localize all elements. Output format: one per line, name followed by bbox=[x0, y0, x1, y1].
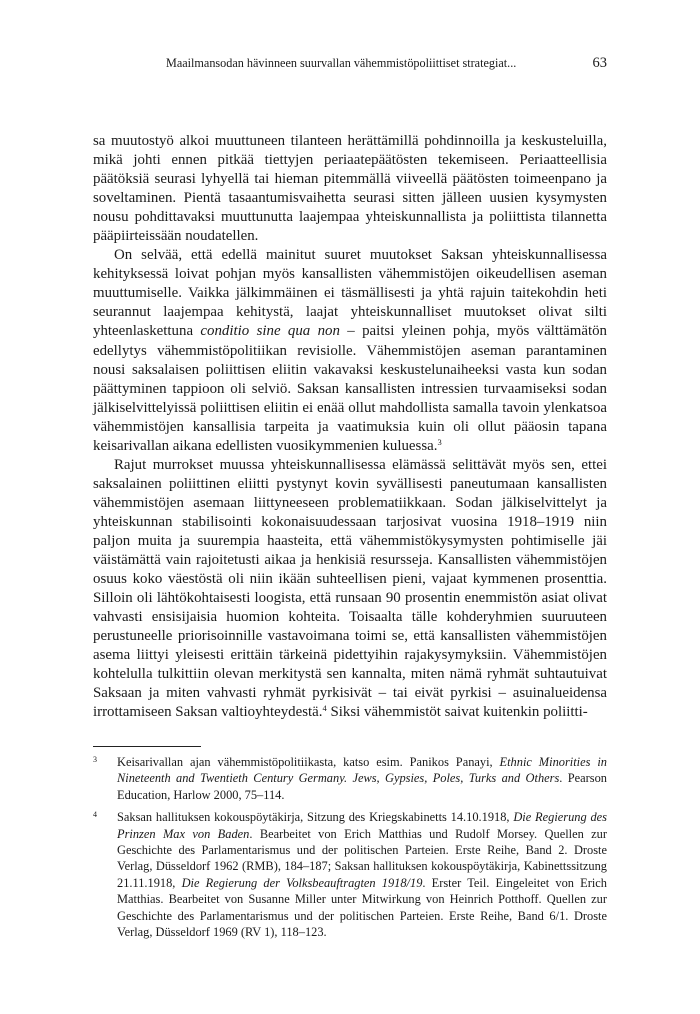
running-title: Maailmansodan hävinneen suurvallan vähemmistöpoliittiset strategiat... bbox=[166, 56, 517, 70]
footnote-ref-3[interactable]: 3 bbox=[437, 436, 442, 447]
paragraph-2-text-a: On selvää, että edellä mainitut suuret muutokset Saksan yhteiskunnallisessa kehityksessä loivat pohjan myös kansallisten vähemmistöjen oikeudellisen aseman muuttumiselle. Vaikka jälkimmäinen ei täsmällisesti ja yhtä rajuin taitekohdin heti seurannut laajempaa kehitystä, laajat yhteiskunnalliset muutokset olivat silti yhteenlaskettuna bbox=[93, 247, 607, 340]
footnote-4-title-1: Die Regierung des Prinzen Max von Baden bbox=[117, 810, 608, 841]
footnote-4 bbox=[93, 809, 607, 940]
footnotes bbox=[93, 754, 607, 946]
footnote-number: 3 bbox=[93, 755, 97, 764]
footnote-4-text-c: . Erster Teil. Eingeleitet von Erich Matthias. Bearbeitet von Susanne Miller unter Mitwirkung von Heinrich Potthoff. Quellen zur Geschichte des Parlamentarismus und der politischen Parteien. Erste Reihe, Band 6/1. Droste Verlag, Düsseldorf 1969 (RV 1), 118–123. bbox=[117, 875, 607, 940]
paragraph-3 bbox=[93, 456, 607, 723]
body-text bbox=[93, 132, 607, 722]
footnote-3-text-a: Keisarivallan ajan vähemmistöpolitiikasta, katso esim. Panikos Panayi, bbox=[117, 755, 500, 769]
paragraph-3-text: Rajut murrokset muussa yhteiskunnallisessa elämässä selittävät myös sen, ettei saksalainen poliittinen eliitti pystynyt kovin syvällisesti paneutumaan kansallisten vähemmistöjen asemaan liittyneeseen problematiikkaan. Sodan jälkiselvittelyt ja yhteiskunnan stabilisointi kokonaisuudessaan tarjosivat vuosina 1918–1919 niin paljon muita ja suurempia haasteita, että vähemmistökysymysten pohtimiselle jäi väistämättä vain rajoitetusti aikaa ja henkisiä resursseja. Kansallisten vähemmistöjen osuus koko väestöstä oli niin ikään suhteellisen pieni, vajaat kymmenen prosenttia. Silloin oli lähtökohtaisesti loogista, että runsaan 90 prosentin enemmistön asiat olivat vahvasti ensisijaisia huomion kohteita. Toisaalta tälle kohderyhmien suuruuteen perustuneelle priorisoinnille vastavoimana toimi se, että kansallisten vähemmistöjen asema liittyi yleisesti erittäin tärkeinä pidettyihin rajakysymyksiin. Vähemmistöjen kohtelulla tulkittiin olevan merkitystä sen kannalta, miten nämä ryhmät suhtautuivat Saksaan ja miten vahvasti ryhmät pyrkisivät – tai eivät pyrkisi – asuinalueidensa irrottamiseen Saksan valtioyhteydestä. bbox=[93, 456, 607, 721]
footnote-3 bbox=[93, 754, 607, 803]
running-header bbox=[93, 56, 607, 72]
paragraph-1 bbox=[93, 132, 607, 246]
page-number: 63 bbox=[592, 55, 607, 71]
latin-phrase: conditio sine qua non bbox=[200, 323, 340, 340]
footnote-number: 4 bbox=[93, 810, 97, 820]
footnote-4-text-a: Saksan hallituksen kokouspöytäkirja, Sitzung des Kriegskabinetts 14.10.1918, bbox=[117, 810, 514, 825]
paragraph-2 bbox=[93, 246, 607, 456]
paragraph-2-text-b: – paitsi yleinen pohja, myös välttämätön edellytys vähemmistöpolitiikan revisiolle. Vähemmistöjen aseman parantaminen nousi saksalaisen poliittisen eliitin vakavaksi keskustelunaiheeksi vasta kun sodan päättyminen tappioon oli selviö. Saksan kansallisten intressien turvaamiseksi sodan jälkiselvittelyissä poliittisen eliitin ei enää ollut mahdollista samalla tavoin ylenkatsoa vähemmistöjen kansallisia tarpeita ja vaatimuksia kuin oli ollut pääosin tapana keisarivallan aikana edellisten vuosikymmenien kuluessa. bbox=[93, 323, 607, 454]
footnote-ref-4[interactable]: 4 bbox=[322, 703, 327, 714]
footnote-4-text-b: . Bearbeitet von Erich Matthias und Rudolf Morsey. Quellen zur Geschichte des Parlamentarismus und der politischen Parteien. Erste Reihe, Band 2. Droste Verlag, Düsseldorf 1962 (RMB), 184–187; Saksan hallituksen kokouspöytäkirja, Kabinettssitzung 21.11.1918, bbox=[117, 826, 607, 890]
footnote-4-title-2: Die Regierung der Volksbeauftragten 1918/19 bbox=[181, 875, 423, 890]
footnote-3-title: Ethnic Minorities in Nineteenth and Twentieth Century Germany. Jews, Gypsies, Poles, Turks and Others bbox=[117, 755, 607, 786]
paragraph-1-text: sa muutostyö alkoi muuttuneen tilanteen herättämillä pohdinnoilla ja keskusteluilla, mikä johti ennen pitkää tiettyjen periaatepäätösten tekemiseen. Periaatteellisia päätöksiä seurasi lyhyellä tai hieman pitemmällä viiveellä päätösten toimeenpano ja soveltaminen. Pientä tasaantumisvaihetta seurasi sitten jälleen uusien kysymysten nousu pohdittavaksi muuttunutta laajempaa yhteiskunnallista ja poliittista tilannetta pääpiirteissään noudatellen. bbox=[93, 133, 607, 245]
paragraph-3-tail: Siksi vähemmistöt saivat kuitenkin poliitti- bbox=[326, 704, 588, 721]
footnote-3-text-b: . Pearson Education, Harlow 2000, 75–114. bbox=[117, 771, 607, 802]
footnote-divider bbox=[93, 746, 201, 747]
